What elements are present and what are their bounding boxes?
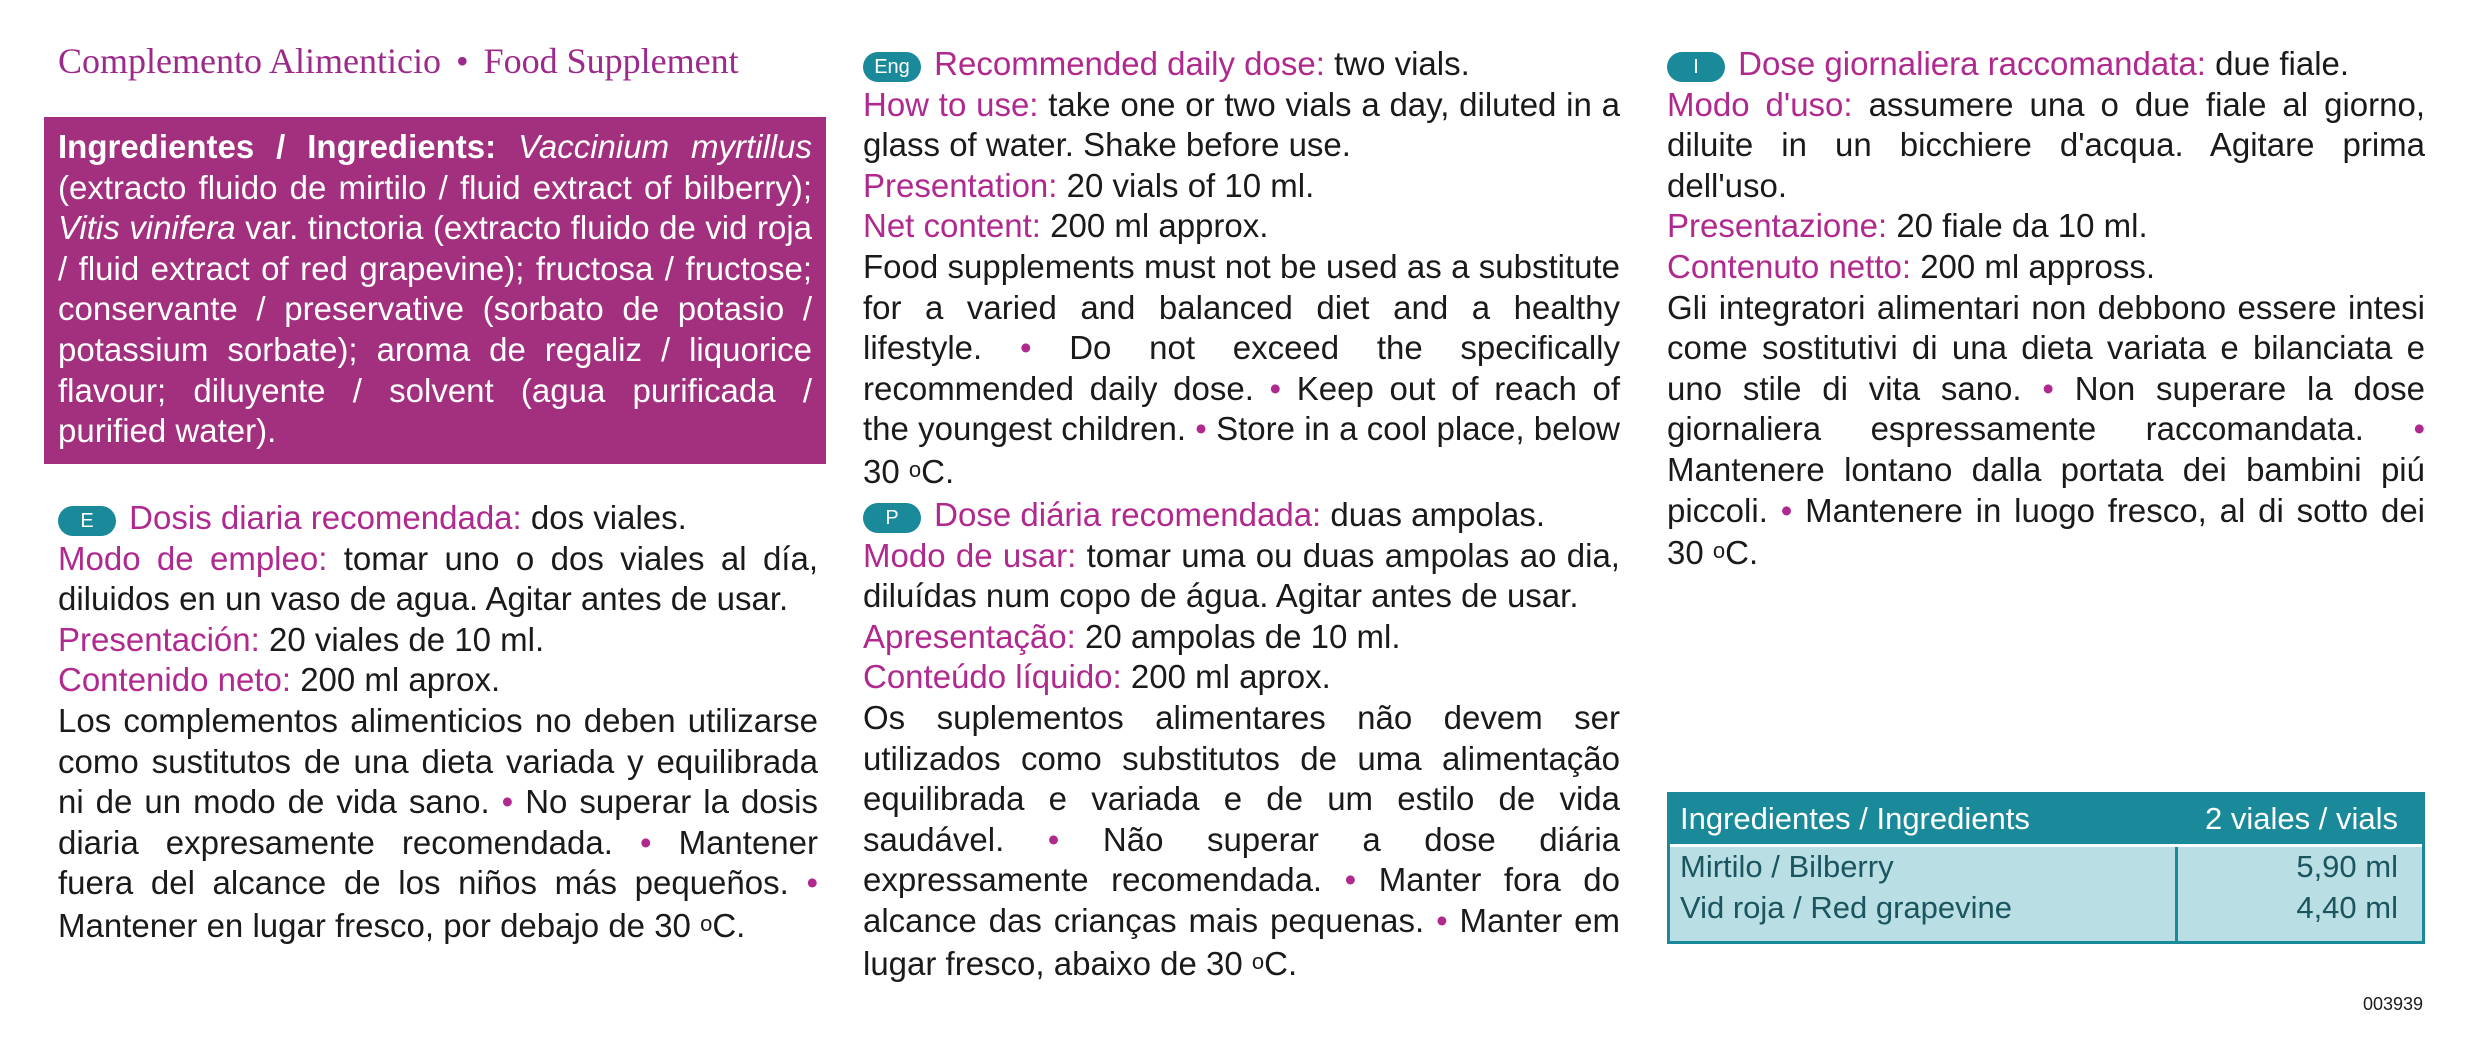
- usage-label: Modo de empleo:: [58, 539, 328, 577]
- warning-4: Store in a cool place, below 30: [863, 410, 1621, 490]
- temperature-unit: C.: [1725, 534, 1759, 572]
- header-quantity: 2 viales / vials: [2205, 801, 2398, 836]
- dose-label: Dose giornaliera raccomandata:: [1738, 45, 2206, 82]
- bullet: •: [1047, 820, 1060, 858]
- ingredients-heading: Ingredientes / Ingredients:: [58, 128, 497, 165]
- product-code: 003939: [2363, 994, 2424, 1014]
- bullet: •: [1269, 369, 1282, 407]
- usage-value: assumere una o due fiale al giorno, diluite in un bicchiere d'acqua. Agitare prima dell'uso.: [1667, 85, 2426, 204]
- usage-label: Modo de usar:: [863, 536, 1077, 574]
- ingredients-text-1: (extracto fluido de mirtilo / fluid extract of bilberry);: [58, 168, 812, 206]
- bullet: •: [2413, 410, 2425, 448]
- net-content-value: 200 ml aprox.: [1130, 658, 1331, 696]
- warning-2: No superar la dosis diaria expresamente recomendada.: [58, 783, 818, 861]
- spanish-section: [58, 498, 818, 947]
- warning-4: Mantener en lugar fresco, por debajo de 30: [58, 906, 691, 944]
- warning-3: Manter fora do alcance das crianças mais pequenas.: [863, 861, 1620, 939]
- warning-4: Mantenere in luogo fresco, al di sotto dei 30: [1667, 491, 2426, 572]
- ingredients-box: [44, 117, 826, 464]
- warning-3: Keep out of reach of the youngest children.: [863, 369, 1620, 448]
- warning-4: Manter em lugar fresco, abaixo de 30: [863, 901, 1620, 982]
- net-content-label: Conteúdo líquido:: [863, 658, 1122, 696]
- dose-label: Recommended daily dose:: [934, 45, 1325, 82]
- portuguese-section: [863, 495, 1620, 984]
- product-title: [58, 40, 818, 82]
- bullet: •: [806, 864, 818, 902]
- ingredients-quantity-table: [1667, 792, 2425, 944]
- warning-1: Gli integratori alimentari non debbono essere intesi come sostitutivi di una dieta variata e bilanciata e uno stile di vita sano.: [1667, 288, 2425, 407]
- presentation-label: Presentación:: [58, 620, 260, 658]
- usage-value: take one or two vials a day, diluted in a glass of water. Shake before use.: [863, 85, 1620, 164]
- warning-2: Não superar a dose diária expressamente recomendada.: [863, 820, 1621, 899]
- net-content-value: 200 ml appross.: [1920, 247, 2155, 285]
- dose-value: two vials.: [1334, 45, 1470, 82]
- usage-value: tomar uno o dos viales al día, diluidos en un vaso de agua. Agitar antes de usar.: [58, 539, 819, 618]
- presentation-value: 20 vials of 10 ml.: [1066, 166, 1315, 204]
- title-spanish: Complemento Alimenticio: [58, 41, 441, 81]
- column-divider: [2175, 847, 2178, 941]
- degree-symbol: o: [1712, 538, 1726, 564]
- net-content-value: 200 ml approx.: [1050, 207, 1269, 245]
- bullet: •: [1780, 491, 1793, 529]
- table-row-value: 4,40 ml: [2296, 890, 2398, 925]
- usage-value: tomar uma ou duas ampolas ao dia, diluídas num copo de água. Agitar antes de usar.: [863, 536, 1620, 615]
- bullet: •: [1436, 901, 1448, 939]
- dose-label: Dose diária recomendada:: [934, 496, 1322, 533]
- net-content-label: Contenuto netto:: [1667, 247, 1912, 285]
- warning-1: Food supplements must not be used as a substitute for a varied and balanced diet and a healthy lifestyle.: [863, 247, 1620, 367]
- language-badge-italian: I: [1667, 52, 1725, 82]
- language-badge-spanish: E: [58, 506, 116, 536]
- warning-2: Do not exceed the specifically recommended daily dose.: [863, 329, 1620, 407]
- bullet: •: [1195, 410, 1207, 448]
- bullet: •: [1019, 329, 1032, 367]
- usage-label: How to use:: [863, 85, 1039, 123]
- net-content-label: Net content:: [863, 207, 1041, 245]
- temperature-unit: C.: [712, 906, 746, 944]
- degree-symbol: o: [908, 456, 922, 482]
- bullet: •: [1344, 861, 1357, 899]
- title-separator: •: [455, 41, 469, 81]
- usage-label: Modo d'uso:: [1667, 85, 1853, 123]
- warnings-text: [863, 247, 1620, 493]
- language-badge-portuguese: P: [863, 503, 921, 533]
- presentation-label: Presentation:: [863, 166, 1058, 204]
- species-grapevine: Vitis vinifera: [58, 209, 236, 247]
- temperature-unit: C.: [921, 452, 955, 490]
- english-section: [863, 44, 1620, 493]
- warnings-text: [1667, 288, 2425, 574]
- presentation-value: 20 viales de 10 ml.: [268, 620, 545, 658]
- bullet: •: [639, 823, 652, 861]
- warning-1: Los complementos alimenticios no deben utilizarse como sustitutos de una dieta variada y equilibrada ni de un modo de vida sano.: [58, 701, 818, 821]
- table-row-name: Mirtilo / Bilberry: [1680, 849, 1894, 884]
- presentation-label: Presentazione:: [1667, 207, 1888, 245]
- species-bilberry: Vaccinium myrtillus: [518, 128, 812, 165]
- table-body: [1670, 847, 2422, 941]
- warning-3: Mantenere lontano dalla portata dei bambini piú piccoli.: [1667, 450, 2425, 529]
- table-header: [1670, 795, 2422, 844]
- net-content-value: 200 ml aprox.: [300, 661, 501, 699]
- warning-2: Non superare la dose giornaliera espressamente raccomandata.: [1667, 369, 2426, 448]
- dose-value: due fiale.: [2215, 45, 2350, 82]
- degree-symbol: o: [1251, 948, 1265, 974]
- net-content-label: Contenido neto:: [58, 661, 292, 699]
- bullet: •: [501, 783, 514, 821]
- ingredients-text-2: var. tinctoria (extracto fluido de vid roja / fluid extract of red grapevine); fructosa / fructose; conservante / preservative (sorbato de potasio / potassium sorbate); aroma de regaliz / liquorice flavour; diluyente / solvent (agua purificada / purified water).: [58, 209, 813, 450]
- warnings-text: [58, 701, 818, 947]
- language-badge-english: Eng: [863, 52, 921, 82]
- italian-section: [1667, 44, 2425, 574]
- dose-value: dos viales.: [530, 499, 687, 536]
- dose-value: duas ampolas.: [1330, 496, 1546, 533]
- temperature-unit: C.: [1264, 944, 1298, 982]
- warning-3: Mantener fuera del alcance de los niños más pequeños.: [58, 823, 819, 902]
- warnings-text: [863, 698, 1620, 984]
- presentation-label: Apresentação:: [863, 617, 1076, 655]
- warning-1: Os suplementos alimentares não devem ser utilizados como substitutos de uma alimentação equilibrada e variada e de um estilo de vida saudável.: [863, 698, 1620, 858]
- bullet: •: [2042, 369, 2054, 407]
- presentation-value: 20 fiale da 10 ml.: [1896, 207, 2148, 245]
- table-row-value: 5,90 ml: [2296, 849, 2398, 884]
- degree-symbol: o: [700, 910, 713, 936]
- title-english: Food Supplement: [483, 41, 739, 81]
- header-ingredients: Ingredientes / Ingredients: [1680, 801, 2030, 836]
- table-row-name: Vid roja / Red grapevine: [1680, 890, 2013, 925]
- presentation-value: 20 ampolas de 10 ml.: [1084, 617, 1401, 655]
- dose-label: Dosis diaria recomendada:: [129, 499, 522, 536]
